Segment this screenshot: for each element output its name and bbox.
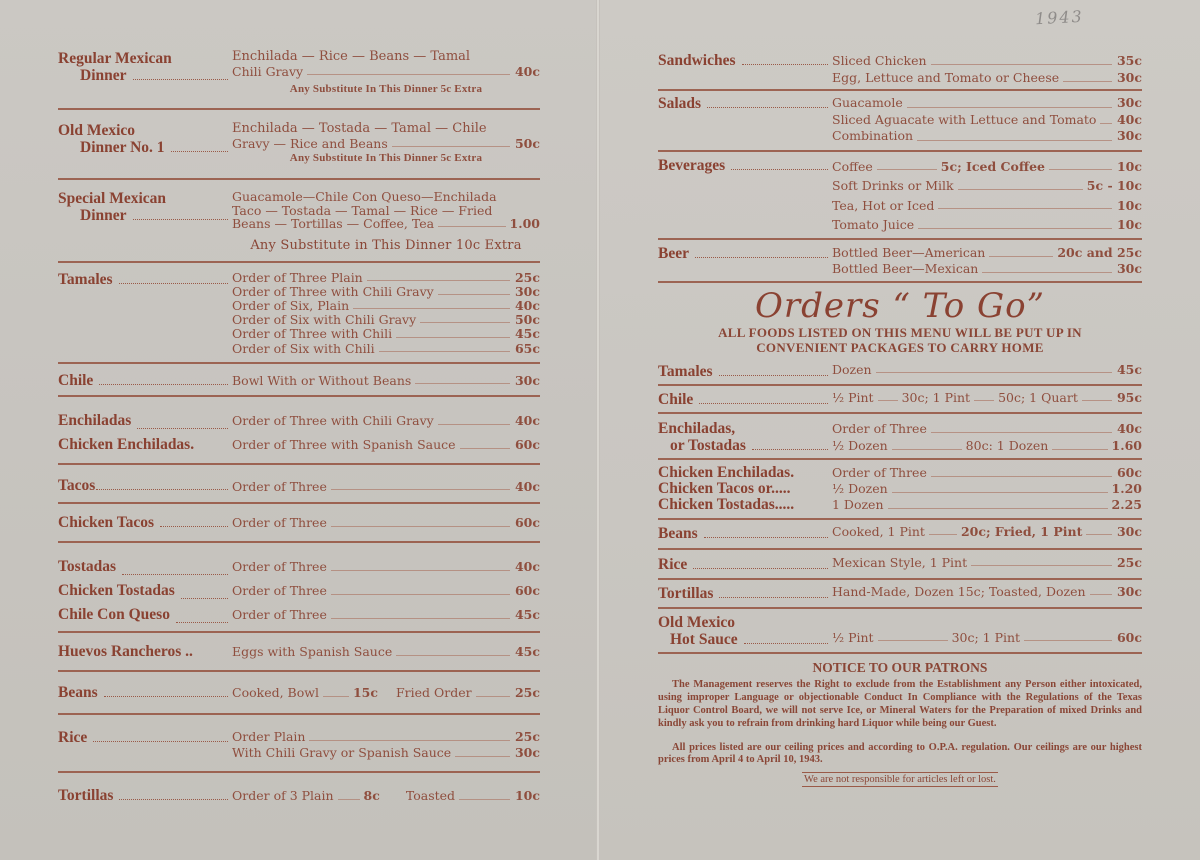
category-label: Chicken Tostadas: [58, 582, 175, 600]
category-label: Dinner No. 1: [80, 139, 165, 156]
divider: [658, 89, 1142, 91]
price: 50c: [514, 135, 540, 151]
menu-item: Soft Drinks or Milk 5c - 10c: [832, 178, 1142, 193]
substitute-note: Any Substitute in This Dinner 10c Extra: [250, 237, 522, 253]
section-tamales: [58, 271, 540, 356]
menu-item: Sliced Aguacate with Lettuce and Tomato 40c: [832, 111, 1142, 127]
section-beans: [58, 684, 540, 701]
menu-item: Order of Six, Plain 40c: [232, 297, 540, 313]
substitute-note: Any Substitute In This Dinner 5c Extra: [289, 83, 483, 95]
notice-body: The Management reserves the Right to exclude from the Establishment any Person either intoxicated, using improper Language or objectionable Conduct In Compliance with the Regulations of the Texas Liquor Control Board, we will not serve Ice, or Mineral Waters for the Preparation of mixed Drinks and kindly ask you to refrain from drinking hard Liquor while being our Guest.: [658, 678, 1142, 729]
menu-item: Order Plain 25c: [232, 729, 540, 745]
divider: [58, 713, 540, 715]
category-label: Chicken Enchiladas.: [658, 463, 795, 481]
menu-item: Egg, Lettuce and Tomato or Cheese 30c: [832, 70, 1142, 85]
togo-section-chicken: [658, 465, 1142, 513]
menu-item: Order of Six with Chili 65c: [232, 340, 540, 356]
menu-item: Combination 30c: [832, 128, 1142, 143]
leader-dots: [133, 67, 229, 80]
menu-item: Eggs with Spanish Sauce 45c: [232, 644, 540, 660]
category-label: Tortillas: [658, 584, 714, 602]
category-label: Rice: [658, 555, 688, 573]
category-label: Beans: [58, 684, 98, 702]
menu-item: Order of Three with Spanish Sauce 60c: [232, 436, 540, 452]
togo-section-tamales: [658, 363, 1142, 380]
menu-item: Sliced Chicken 35c: [832, 53, 1142, 68]
handwritten-year: 1943: [1034, 6, 1085, 29]
category-label: or Tostadas: [670, 436, 746, 454]
menu-item: Enchilada — Rice — Beans — Tamal: [232, 49, 471, 64]
menu-item: Order of Three Plain 25c: [232, 269, 540, 285]
togo-section-hot-sauce: [658, 614, 1142, 648]
category-label: Chile: [58, 371, 94, 389]
menu-item: Order of 3 Plain 8c Toasted 10c: [232, 788, 540, 804]
category-label: Beer: [658, 244, 689, 262]
menu-item: Dozen 45c: [832, 361, 1142, 377]
divider: [658, 652, 1142, 654]
category-label: Tamales: [658, 362, 713, 380]
substitute-note: Any Substitute In This Dinner 5c Extra: [289, 152, 483, 164]
togo-section-tortillas: [658, 585, 1142, 602]
section-old-mexico-dinner: [58, 122, 540, 172]
menu-item: Bottled Beer—Mexican 30c: [832, 260, 1142, 276]
center-fold: [596, 0, 600, 860]
divider: [58, 108, 540, 110]
menu-item: 1 Dozen 2.25: [832, 496, 1142, 512]
divider: [658, 458, 1142, 460]
divider: [658, 384, 1142, 386]
divider: [658, 150, 1142, 152]
opa-notice: All prices listed are our ceiling prices and according to O.P.A. regulation. Our ceilings are our highest prices from April 4 to April 10, 1943.: [658, 741, 1142, 765]
togo-section-chile: [658, 391, 1142, 408]
togo-section-enchiladas: [658, 420, 1142, 454]
togo-section-beans: [658, 525, 1142, 542]
divider: [58, 502, 540, 504]
category-label: Beverages: [658, 156, 726, 174]
divider: [58, 395, 540, 397]
divider: [58, 178, 540, 180]
menu-item: Cooked, 1 Pint 20c; Fried, 1 Pint 30c: [832, 523, 1142, 539]
section-special-mexican-dinner: [58, 190, 540, 231]
section-tostadas: [58, 555, 540, 627]
menu-item: Order of Three 60c: [232, 515, 540, 531]
togo-section-rice: [658, 556, 1142, 573]
category-label: Regular Mexican: [58, 50, 172, 67]
menu-item: Chili Gravy 40c: [232, 63, 540, 79]
menu-item: Tea, Hot or Iced 10c: [832, 197, 1142, 213]
category-label: Enchiladas: [58, 411, 132, 429]
price: 40c: [514, 63, 540, 79]
menu-item: Taco — Tostada — Tamal — Rice — Fried: [232, 202, 493, 218]
divider: [658, 281, 1142, 283]
section-tortillas: [58, 787, 540, 804]
divider: [658, 578, 1142, 580]
category-label: Huevos Rancheros ..: [58, 643, 193, 661]
menu-item: Tomato Juice 10c: [832, 217, 1142, 232]
menu-item: Enchilada — Tostada — Tamal — Chile: [232, 121, 487, 136]
menu-item: Order of Three with Chili Gravy 40c: [232, 412, 540, 428]
menu-item: Gravy — Rice and Beans 50c: [232, 135, 540, 151]
section-huevos-rancheros: [58, 643, 540, 660]
menu-item: Order of Three with Chili 45c: [232, 326, 540, 342]
divider: [58, 261, 540, 263]
responsibility-notice: We are not responsible for articles left or lost.: [804, 773, 996, 785]
menu-item: Order of Three 60c: [832, 464, 1142, 480]
to-go-subtitle: ALL FOODS LISTED ON THIS MENU WILL BE PUT UP IN: [718, 324, 1082, 340]
divider: [58, 771, 540, 773]
menu-item: With Chili Gravy or Spanish Sauce 30c: [232, 745, 540, 761]
menu-item: Guacamole—Chile Con Queso—Enchilada: [232, 189, 497, 204]
divider: [658, 607, 1142, 609]
category-label: Chile Con Queso: [58, 606, 170, 624]
category-label: Chicken Tostadas.....: [658, 495, 795, 513]
category-label: Chicken Tacos or.....: [658, 479, 791, 497]
category-label: Sandwiches: [658, 52, 736, 69]
notice-title: NOTICE TO OUR PATRONS: [812, 659, 988, 675]
section-beer: [658, 245, 1142, 277]
menu-item: ½ Pint 30c; 1 Pint 60c: [832, 629, 1142, 645]
menu-item: Coffee 5c; Iced Coffee 10c: [832, 158, 1142, 174]
category-label: Tortillas: [58, 787, 114, 805]
menu-item: Order of Three 60c: [232, 583, 540, 599]
category-label: Dinner: [80, 207, 127, 224]
section-enchiladas: [58, 409, 540, 457]
divider: [658, 548, 1142, 550]
category-label: Tacos: [58, 476, 96, 494]
right-menu-column: [658, 52, 1142, 785]
section-chicken-tacos: [58, 514, 540, 531]
divider: [58, 670, 540, 672]
category-label: Tostadas: [58, 558, 117, 576]
menu-item: Bottled Beer—American 20c and 25c: [832, 244, 1142, 260]
category-label: Chicken Enchiladas.: [58, 435, 195, 453]
category-label: Old Mexico: [658, 613, 736, 631]
menu-item: Guacamole 30c: [832, 95, 1142, 110]
menu-item: ½ Dozen 1.20: [832, 480, 1142, 496]
category-label: Hot Sauce: [670, 630, 738, 648]
section-rice: [58, 729, 540, 761]
section-tacos: [58, 477, 540, 495]
category-label: Rice: [58, 729, 88, 747]
section-regular-mexican-dinner: [58, 50, 540, 102]
divider: [58, 541, 540, 543]
divider: [658, 518, 1142, 520]
section-salads: [658, 95, 1142, 145]
category-label: Tamales: [58, 270, 113, 288]
menu-item: Order of Six with Chili Gravy 50c: [232, 312, 540, 328]
section-sandwiches: [658, 52, 1142, 86]
menu-item: Beans — Tortillas — Coffee, Tea 1.00: [232, 216, 540, 231]
category-label: Chile: [658, 390, 694, 408]
category-label: Old Mexico: [58, 122, 136, 139]
menu-item: Order of Three 40c: [832, 420, 1142, 436]
menu-item: Bowl With or Without Beans 30c: [232, 372, 540, 388]
category-label: Chicken Tacos: [58, 514, 155, 532]
section-chile: [58, 372, 540, 389]
divider: [658, 238, 1142, 240]
category-label: Special Mexican: [58, 190, 167, 207]
menu-item: ½ Pint 30c; 1 Pint 50c; 1 Quart 95c: [832, 389, 1142, 405]
divider: [58, 631, 540, 633]
category-label: Salads: [658, 95, 702, 112]
price: 1.00: [509, 216, 540, 231]
menu-item: Order of Three 45c: [232, 607, 540, 623]
menu-item: Order of Three with Chili Gravy 30c: [232, 283, 540, 299]
menu-item: Mexican Style, 1 Pint 25c: [832, 554, 1142, 570]
category-label: Beans: [658, 524, 698, 542]
to-go-subtitle: CONVENIENT PACKAGES TO CARRY HOME: [756, 339, 1044, 355]
menu-item: Order of Three 40c: [232, 559, 540, 575]
menu-item: Order of Three 40c: [232, 478, 540, 494]
category-label: Dinner: [80, 67, 127, 84]
section-beverages: [658, 157, 1142, 235]
menu-item: ½ Dozen 80c: 1 Dozen 1.60: [832, 437, 1142, 453]
divider: [58, 362, 540, 364]
menu-item: Hand-Made, Dozen 15c; Toasted, Dozen 30c: [832, 583, 1142, 599]
menu-item: Cooked, Bowl 15c Fried Order 25c: [232, 685, 540, 701]
orders-to-go-title: Orders “ To Go”: [754, 285, 1046, 326]
divider: [58, 463, 540, 465]
category-label: Enchiladas,: [658, 419, 736, 437]
left-menu-column: [58, 50, 540, 804]
divider: [658, 412, 1142, 414]
